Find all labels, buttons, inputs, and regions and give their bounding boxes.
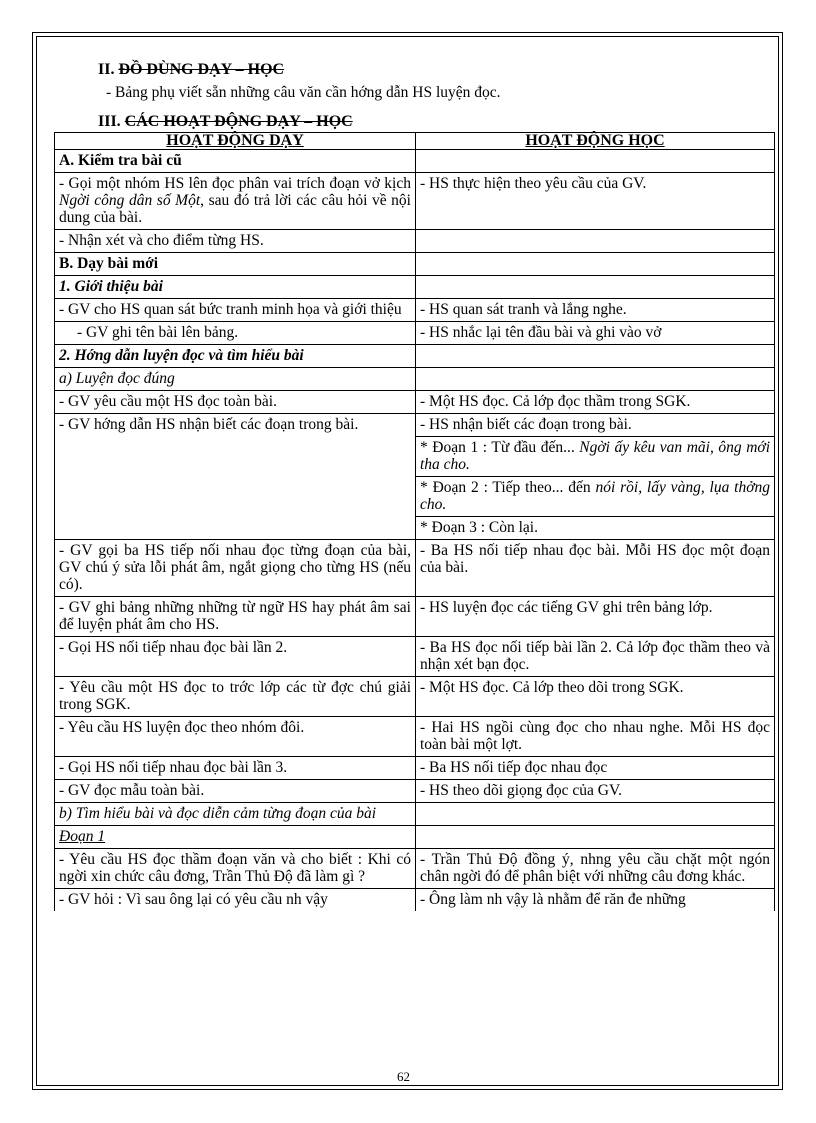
- cell-right: - Ông làm nh vậy là nhằm để răn đe những: [416, 889, 775, 912]
- cell-right: [416, 253, 775, 276]
- table-row: [55, 540, 775, 597]
- section-b-title: B. Dạy bài mới: [55, 253, 416, 276]
- table-row: [55, 150, 775, 173]
- cell-left: - GV cho HS quan sát bức tranh minh họa và giới thiệu: [55, 299, 416, 322]
- cell-left: - GV đọc mẫu toàn bài.: [55, 780, 416, 803]
- cell-right: * Đoạn 2 : Tiếp theo... đến nói rồi, lấy vàng, lụa thởng cho.: [416, 477, 775, 517]
- cell-right: [416, 276, 775, 299]
- cell-left: - Gọi HS nối tiếp nhau đọc bài lần 2.: [55, 637, 416, 677]
- cell-right: - Trần Thủ Độ đồng ý, nhng yêu cầu chặt một ngón chân ngời đó để phân biệt với những câu đơng khác.: [416, 849, 775, 889]
- cell-right: - Một HS đọc. Cả lớp theo dõi trong SGK.: [416, 677, 775, 717]
- table-row: [55, 637, 775, 677]
- cell-left: - GV hớng dẫn HS nhận biết các đoạn trong bài.: [55, 414, 416, 540]
- section-3-heading: III. CÁC HOẠT ĐỘNG DẠY – HỌC: [98, 113, 353, 130]
- cell-left: - Gọi một nhóm HS lên đọc phân vai trích đoạn vở kịch Ngời công dân số Một, sau đó trả lời các câu hỏi về nội dung của bài.: [55, 173, 416, 230]
- cell-right: - Ba HS nối tiếp đọc nhau đọc: [416, 757, 775, 780]
- table-row: [55, 717, 775, 757]
- cell-right: - HS theo dõi giọng đọc của GV.: [416, 780, 775, 803]
- cell-right: [416, 345, 775, 368]
- cell-right: - HS luyện đọc các tiếng GV ghi trên bảng lớp.: [416, 597, 775, 637]
- cell-right: - Ba HS đọc nối tiếp bài lần 2. Cả lớp đọc thầm theo và nhận xét bạn đọc.: [416, 637, 775, 677]
- col-header-teacher: HOẠT ĐỘNG DẠY: [55, 133, 416, 150]
- cell-left: - GV ghi bảng những những từ ngữ HS hay phát âm sai để luyện phát âm cho HS.: [55, 597, 416, 637]
- table-row: [55, 414, 775, 437]
- cell-right: - HS thực hiện theo yêu cầu của GV.: [416, 173, 775, 230]
- materials-line: - Bảng phụ viết sẵn những câu văn cần hớng dẫn HS luyện đọc.: [106, 84, 501, 101]
- cell-left: - GV hỏi : Vì sau ông lại có yêu cầu nh vậy: [55, 889, 416, 912]
- cell-right: [416, 368, 775, 391]
- table-row: [55, 276, 775, 299]
- cell-right: - Ba HS nối tiếp nhau đọc bài. Mỗi HS đọc một đoạn của bài.: [416, 540, 775, 597]
- cell-left: - Yêu cầu một HS đọc to trớc lớp các từ đợc chú giải trong SGK.: [55, 677, 416, 717]
- subsection-title: 2. Hớng dẫn luyện đọc và tìm hiểu bài: [55, 345, 416, 368]
- table-row: [55, 173, 775, 230]
- table-row: [55, 230, 775, 253]
- table-row: [55, 677, 775, 717]
- cell-right: [416, 826, 775, 849]
- section-2-heading: II. ĐỒ DÙNG DẠY – HỌC: [98, 61, 285, 78]
- cell-right: - HS quan sát tranh và lắng nghe.: [416, 299, 775, 322]
- col-header-student: HOẠT ĐỘNG HỌC: [416, 133, 775, 150]
- cell-left: - Yêu cầu HS luyện đọc theo nhóm đôi.: [55, 717, 416, 757]
- cell-right: * Đoạn 1 : Từ đầu đến... Ngời ấy kêu van mãi, ông mới tha cho.: [416, 437, 775, 477]
- subsection-title: 1. Giới thiệu bài: [55, 276, 416, 299]
- table-header-row: [55, 133, 775, 150]
- cell-left: - Nhận xét và cho điểm từng HS.: [55, 230, 416, 253]
- table-row: [55, 597, 775, 637]
- cell-right: [416, 150, 775, 173]
- table-row: [55, 757, 775, 780]
- table-row: [55, 391, 775, 414]
- cell-right: * Đoạn 3 : Còn lại.: [416, 517, 775, 540]
- section-a-title: A. Kiểm tra bài cũ: [55, 150, 416, 173]
- cell-right: [416, 230, 775, 253]
- table-row: [55, 345, 775, 368]
- table-row: [55, 780, 775, 803]
- cell-left: - Gọi HS nối tiếp nhau đọc bài lần 3.: [55, 757, 416, 780]
- table-row: [55, 322, 775, 345]
- table-row: [55, 253, 775, 276]
- page-number: 62: [397, 1069, 410, 1084]
- table-row: [55, 889, 775, 912]
- cell-left: - GV ghi tên bài lên bảng.: [55, 322, 416, 345]
- table-row: [55, 368, 775, 391]
- subsection-title: b) Tìm hiểu bài và đọc diễn cảm từng đoạn của bài: [55, 803, 416, 826]
- cell-left: - GV gọi ba HS tiếp nối nhau đọc từng đoạn của bài, GV chú ý sửa lỗi phát âm, ngắt giọng cho từng HS (nếu có).: [55, 540, 416, 597]
- cell-right: - HS nhắc lại tên đầu bài và ghi vào vở: [416, 322, 775, 345]
- cell-left: - Yêu cầu HS đọc thầm đoạn văn và cho biết : Khi có ngời xin chức câu đơng, Trần Thủ Độ đã làm gì ?: [55, 849, 416, 889]
- table-row: [55, 803, 775, 826]
- cell-left: - GV yêu cầu một HS đọc toàn bài.: [55, 391, 416, 414]
- cell-right: [416, 803, 775, 826]
- cell-right: - Hai HS ngồi cùng đọc cho nhau nghe. Mỗi HS đọc toàn bài một lợt.: [416, 717, 775, 757]
- cell-right: - HS nhận biết các đoạn trong bài.: [416, 414, 775, 437]
- table-row: [55, 849, 775, 889]
- paragraph-label: Đoạn 1: [55, 826, 416, 849]
- table-row: [55, 299, 775, 322]
- table-row: [55, 826, 775, 849]
- activities-table: [54, 132, 775, 911]
- subsection-title: a) Luyện đọc đúng: [55, 368, 416, 391]
- cell-right: - Một HS đọc. Cả lớp đọc thầm trong SGK.: [416, 391, 775, 414]
